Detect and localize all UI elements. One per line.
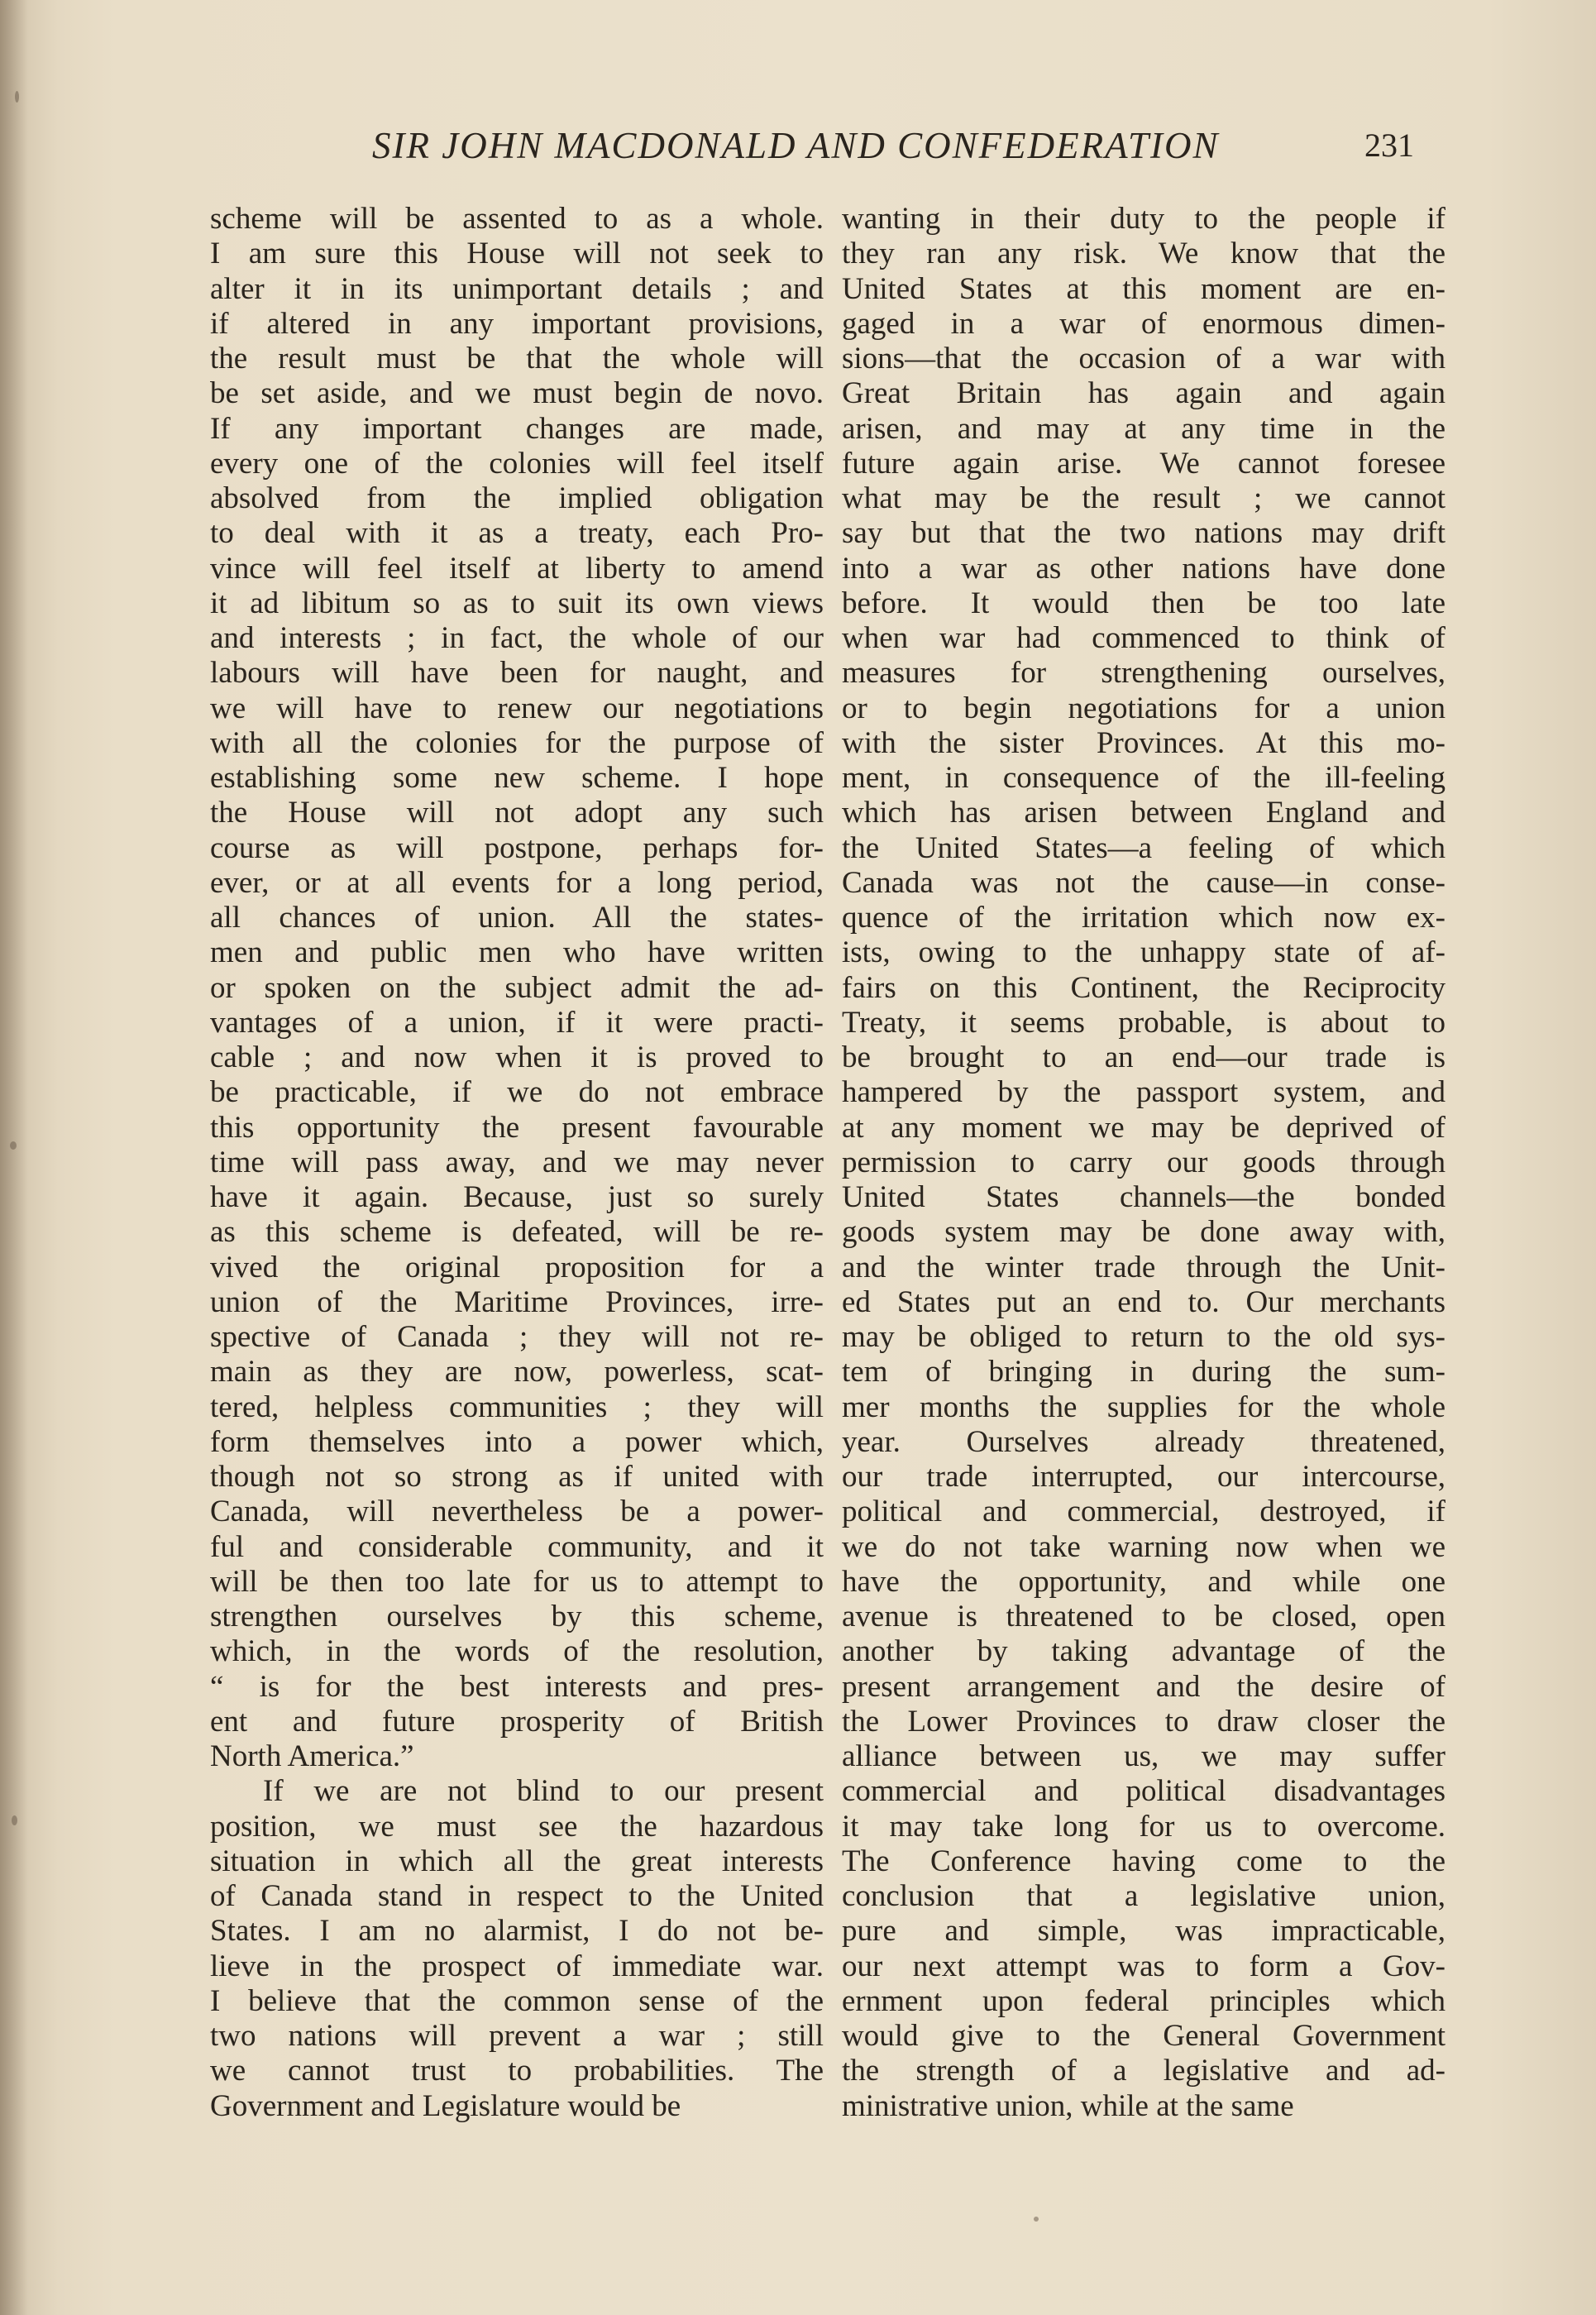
- text-line: labours will have been for naught, and: [210, 656, 824, 691]
- text-line: ministrative union, while at the same: [842, 2088, 1294, 2123]
- text-line: future again arise. We cannot foresee: [842, 446, 1445, 481]
- text-line: into a war as other nations have done: [842, 551, 1445, 586]
- text-line: position, we must see the hazardous: [210, 1809, 824, 1844]
- text-line: measures for strengthening ourselves,: [842, 656, 1445, 691]
- page-number: 231: [1364, 127, 1414, 164]
- text-line: United States at this moment are en-: [842, 271, 1445, 306]
- text-line: may be obliged to return to the old sys-: [842, 1320, 1445, 1354]
- text-line: pure and simple, was impracticable,: [842, 1914, 1445, 1949]
- text-line: scheme will be assented to as a whole.: [210, 202, 824, 236]
- text-line: tered, helpless communities ; they will: [210, 1389, 824, 1424]
- text-line: wanting in their duty to the people if: [842, 202, 1445, 236]
- text-line: vince will feel itself at liberty to amend: [210, 551, 824, 586]
- text-line: I am sure this House will not seek to: [210, 237, 824, 271]
- text-line: what may be the result ; we cannot: [842, 481, 1445, 515]
- text-line: would give to the General Government: [842, 2019, 1445, 2053]
- text-line: fairs on this Continent, the Reciprocity: [842, 970, 1445, 1005]
- text-line: situation in which all the great interests: [210, 1844, 824, 1878]
- text-line: “ is for the best interests and pres-: [210, 1669, 824, 1704]
- text-line: sions—that the occasion of a war with: [842, 342, 1445, 375]
- text-line: we will have to renew our negotiations: [210, 691, 824, 725]
- text-line: ed States put an end to. Our merchants: [842, 1284, 1445, 1319]
- text-line: be brought to an end—our trade is: [842, 1040, 1445, 1074]
- text-line: The Conference having come to the: [842, 1844, 1445, 1878]
- text-line: it may take long for us to overcome.: [842, 1809, 1445, 1844]
- text-line: States. I am no alarmist, I do not be-: [210, 1914, 824, 1949]
- paper-speck: [10, 1141, 17, 1150]
- paper-speck: [12, 1815, 17, 1825]
- right-text-column: [842, 202, 1445, 2124]
- text-line: have the opportunity, and while one: [842, 1564, 1445, 1599]
- text-line: I believe that the common sense of the: [210, 1983, 824, 2018]
- text-line: all chances of union. All the states-: [210, 901, 824, 935]
- text-line: vantages of a union, if it were practi-: [210, 1005, 824, 1040]
- text-line: main as they are now, powerless, scat-: [210, 1355, 824, 1389]
- text-line: tem of bringing in during the sum-: [842, 1355, 1445, 1389]
- text-line: conclusion that a legislative union,: [842, 1879, 1445, 1913]
- text-line: if altered in any important provisions,: [210, 306, 824, 341]
- text-line: Treaty, it seems probable, is about to: [842, 1005, 1445, 1040]
- text-line: Canada was not the cause—in conse-: [842, 865, 1445, 900]
- text-line: lieve in the prospect of immediate war.: [210, 1949, 824, 1983]
- text-line: the strength of a legislative and ad-: [842, 2054, 1445, 2088]
- text-line: hampered by the passport system, and: [842, 1075, 1445, 1110]
- text-line: they ran any risk. We know that the: [842, 237, 1445, 271]
- text-line: present arrangement and the desire of: [842, 1669, 1445, 1704]
- text-line: of Canada stand in respect to the United: [210, 1879, 824, 1913]
- text-line: ent and future prosperity of British: [210, 1704, 824, 1739]
- text-line: course as will postpone, perhaps for-: [210, 830, 824, 865]
- text-line: absolved from the implied obligation: [210, 481, 824, 515]
- running-title: SIR JOHN MACDONALD AND CONFEDERATION: [372, 125, 1220, 166]
- text-line: year. Ourselves already threatened,: [842, 1424, 1445, 1459]
- text-line: permission to carry our goods through: [842, 1145, 1445, 1179]
- text-line: with all the colonies for the purpose of: [210, 725, 824, 760]
- text-line: and the winter trade through the Unit-: [842, 1250, 1445, 1284]
- text-line: avenue is threatened to be closed, open: [842, 1600, 1445, 1633]
- text-line: Canada, will nevertheless be a power-: [210, 1495, 824, 1529]
- text-line: our trade interrupted, our intercourse,: [842, 1460, 1445, 1494]
- paper-speck: [1034, 2217, 1039, 2222]
- text-line: this opportunity the present favourable: [210, 1110, 824, 1145]
- text-line: before. It would then be too late: [842, 586, 1445, 620]
- text-line: it ad libitum so as to suit its own views: [210, 586, 824, 620]
- text-line: will be then too late for us to attempt to: [210, 1564, 824, 1599]
- text-line: the result must be that the whole will: [210, 342, 824, 375]
- text-line: ment, in consequence of the ill-feeling: [842, 761, 1445, 795]
- text-line: vived the original proposition for a: [210, 1250, 824, 1284]
- text-line: United States channels—the bonded: [842, 1180, 1445, 1214]
- text-line: to deal with it as a treaty, each Pro-: [210, 516, 824, 551]
- text-line: spective of Canada ; they will not re-: [210, 1320, 824, 1354]
- text-line: North America.”: [210, 1739, 414, 1773]
- text-line: ever, or at all events for a long period,: [210, 865, 824, 900]
- text-line: the United States—a feeling of which: [842, 830, 1445, 865]
- text-line: or spoken on the subject admit the ad-: [210, 970, 824, 1005]
- text-line: union of the Maritime Provinces, irre-: [210, 1284, 824, 1319]
- text-line: every one of the colonies will feel itself: [210, 446, 824, 481]
- text-line: as this scheme is defeated, will be re-: [210, 1215, 824, 1250]
- text-line: at any moment we may be deprived of: [842, 1110, 1445, 1145]
- text-line: men and public men who have written: [210, 935, 824, 970]
- text-line: ernment upon federal principles which: [842, 1983, 1445, 2018]
- text-line: the House will not adopt any such: [210, 796, 824, 830]
- paper-speck: [15, 91, 19, 103]
- text-line: If any important changes are made,: [210, 411, 824, 446]
- text-line: arisen, and may at any time in the: [842, 411, 1445, 446]
- text-line: which, in the words of the resolution,: [210, 1634, 824, 1669]
- text-line: our next attempt was to form a Gov-: [842, 1949, 1445, 1983]
- text-line: the Lower Provinces to draw closer the: [842, 1704, 1445, 1739]
- text-line: gaged in a war of enormous dimen-: [842, 306, 1445, 341]
- text-line: alliance between us, we may suffer: [842, 1739, 1445, 1773]
- text-line: and interests ; in fact, the whole of our: [210, 621, 824, 655]
- text-line: two nations will prevent a war ; still: [210, 2019, 824, 2053]
- text-line: another by taking advantage of the: [842, 1634, 1445, 1669]
- text-line: have it again. Because, just so surely: [210, 1180, 824, 1214]
- running-header: [372, 124, 1431, 174]
- text-line: say but that the two nations may drift: [842, 516, 1445, 551]
- text-line: alter it in its unimportant details ; and: [210, 271, 824, 306]
- text-line: quence of the irritation which now ex-: [842, 901, 1445, 935]
- text-line: ists, owing to the unhappy state of af-: [842, 935, 1445, 970]
- binding-gutter-shadow: [0, 0, 28, 2315]
- text-line: Government and Legislature would be: [210, 2088, 681, 2123]
- text-line: time will pass away, and we may never: [210, 1145, 824, 1179]
- text-line: when war had commenced to think of: [842, 621, 1445, 655]
- text-line: mer months the supplies for the whole: [842, 1389, 1445, 1424]
- text-line: strengthen ourselves by this scheme,: [210, 1600, 824, 1633]
- text-line: be set aside, and we must begin de novo.: [210, 376, 824, 411]
- text-line: cable ; and now when it is proved to: [210, 1040, 824, 1074]
- text-line: with the sister Provinces. At this mo-: [842, 725, 1445, 760]
- text-line: we do not take warning now when we: [842, 1529, 1445, 1564]
- text-line: commercial and political disadvantages: [842, 1774, 1445, 1809]
- text-line: or to begin negotiations for a union: [842, 691, 1445, 725]
- text-line: establishing some new scheme. I hope: [210, 761, 824, 795]
- text-line: though not so strong as if united with: [210, 1460, 824, 1494]
- text-line: ful and considerable community, and it: [210, 1529, 824, 1564]
- text-line: goods system may be done away with,: [842, 1215, 1445, 1250]
- text-line: be practicable, if we do not embrace: [210, 1075, 824, 1110]
- text-line: which has arisen between England and: [842, 796, 1445, 830]
- text-line: Great Britain has again and again: [842, 376, 1445, 411]
- text-line: political and commercial, destroyed, if: [842, 1495, 1445, 1529]
- text-line: form themselves into a power which,: [210, 1424, 824, 1459]
- text-line: If we are not blind to our present: [263, 1774, 824, 1809]
- left-text-column: [210, 202, 824, 2124]
- text-line: we cannot trust to probabilities. The: [210, 2054, 824, 2088]
